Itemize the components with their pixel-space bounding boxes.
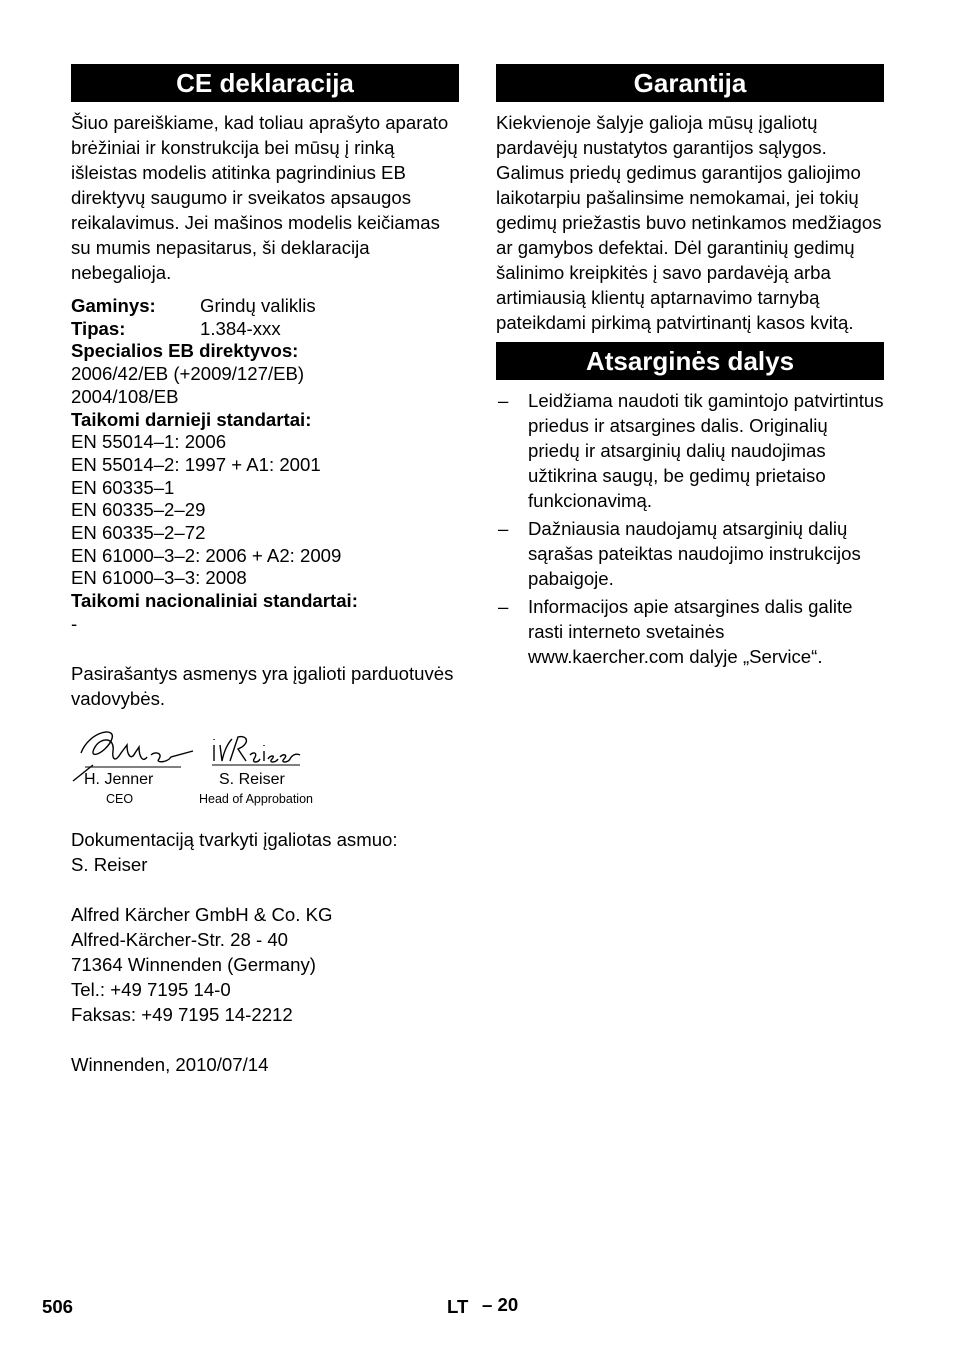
signer-name-jenner: H. Jenner (84, 770, 154, 788)
spare-parts-heading: Atsarginės dalys (496, 342, 884, 380)
list-bullet: – (498, 518, 509, 539)
signature-reiser-icon (210, 731, 305, 771)
product-label: Gaminys: (71, 295, 156, 316)
harmonized-standard-item: EN 55014–2: 1997 + A1: 2001 (71, 453, 321, 475)
list-item (496, 388, 884, 513)
list-bullet: – (498, 390, 509, 411)
signer-name-reiser: S. Reiser (219, 770, 285, 788)
list-item (496, 594, 884, 669)
signers-paragraph: Pasirašantys asmenys yra įgalioti parduotuvės vadovybės. (71, 662, 454, 709)
list-bullet: – (498, 596, 509, 617)
address-line: 71364 Winnenden (Germany) (71, 953, 316, 975)
doc-responsible-line: Dokumentaciją tvarkyti įgaliotas asmuo: (71, 828, 398, 850)
harmonized-standard-item: EN 55014–1: 2006 (71, 431, 227, 453)
harmonized-standard-item: EN 61000–3–3: 2008 (71, 567, 247, 589)
right-column (496, 64, 884, 672)
list-item (496, 516, 884, 591)
place-date: Winnenden, 2010/07/14 (71, 1053, 269, 1075)
ce-declaration-section (71, 64, 459, 1077)
national-standards-value: - (71, 612, 78, 634)
signer-title-reiser: Head of Approbation (199, 791, 313, 806)
address-line: Alfred-Kärcher-Str. 28 - 40 (71, 928, 289, 950)
harmonized-standard-item: EN 61000–3–2: 2006 + A2: 2009 (71, 544, 342, 566)
warranty-paragraph: Kiekvienoje šalyje galioja mūsų įgaliotų pardavėjų nustatytos garantijos sąlygos. Galimus priedų gedimus garantijos galiojimo laikotarpiu pašalinsime nemokamai, jei tokių gedimų priežastis buvo netinkamos medžiagos ar gamybos defektai. Dėl garantinių gedimų šalinimo kreipkitės į savo pardavėją arba artimiausią klientų aptarnavimo tarnybą pateikdami pirkimą patvirtinantį kasos kvitą. (496, 112, 882, 333)
warranty-heading: Garantija (496, 64, 884, 102)
signature-block (71, 723, 459, 813)
address-block (71, 902, 459, 1027)
list-item-text: Leidžiama naudoti tik gamintojo patvirtintus priedus ir atsargines dalis. Originalių priedų ir atsarginių dalių naudojimas užtikrina saugų, be gedimų prietaiso funkcionavimą. (528, 390, 884, 511)
language-code: LT (447, 1296, 469, 1317)
section-page-number: – 20 (482, 1294, 519, 1315)
type-value: 1.384-xxx (200, 317, 281, 339)
type-row (71, 318, 459, 341)
eb-directive-item: 2004/108/EB (71, 385, 179, 407)
address-line: Faksas: +49 7195 14-2212 (71, 1003, 293, 1025)
address-line: Tel.: +49 7195 14-0 (71, 978, 231, 1000)
product-row (71, 295, 459, 318)
harmonized-standards-label: Taikomi darnieji standartai: (71, 408, 312, 430)
signer-title-jenner: CEO (106, 791, 134, 806)
spare-parts-list (496, 388, 884, 669)
ce-intro-paragraph: Šiuo pareiškiame, kad toliau aprašyto aparato brėžiniai ir konstrukcija bei mūsų į rinką išleistas modelis atitinka pagrindinius EB direktyvų saugumo ir sveikatos apsaugos reikalavimus. Jei mašinos modelis keičiamas su mumis nepasitarus, ši deklaracija nebegalioja. (71, 112, 449, 283)
harmonized-standard-item: EN 60335–2–29 (71, 499, 206, 521)
eb-directives-label: Specialios EB direktyvos: (71, 340, 299, 362)
harmonized-standard-item: EN 60335–2–72 (71, 522, 206, 544)
spec-block (71, 295, 459, 636)
list-item-text: Dažniausia naudojamų atsarginių dalių sąrašas pateiktas naudojimo instrukcijos pabaigoje. (528, 518, 861, 589)
address-line: Alfred Kärcher GmbH & Co. KG (71, 903, 333, 925)
list-item-text: Informacijos apie atsargines dalis galite rasti interneto svetainės www.kaercher.com dalyje „Service“. (528, 596, 853, 667)
national-standards-label: Taikomi nacionaliniai standartai: (71, 590, 358, 612)
doc-responsible-name: S. Reiser (71, 853, 148, 875)
ce-declaration-heading: CE deklaracija (71, 64, 459, 102)
harmonized-standard-item: EN 60335–1 (71, 476, 175, 498)
type-label: Tipas: (71, 317, 126, 339)
eb-directive-item: 2006/42/EB (+2009/127/EB) (71, 363, 305, 385)
product-value: Grindų valiklis (200, 295, 316, 316)
page-number: 506 (42, 1296, 74, 1317)
